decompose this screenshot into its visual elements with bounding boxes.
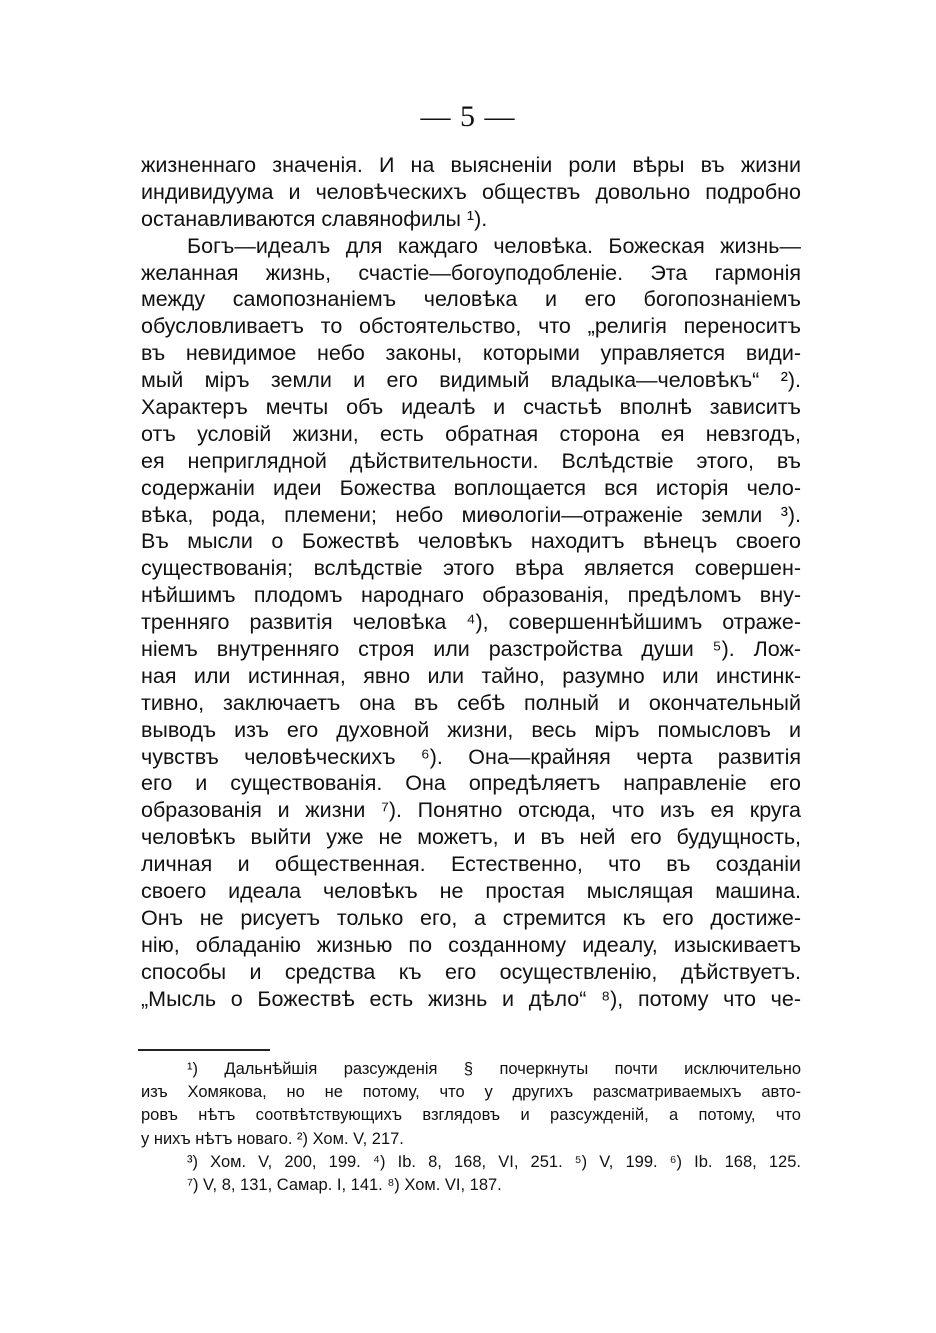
text-line: жизненнаго значенія. И на выясненіи роли вѣры въ жизни bbox=[141, 153, 801, 177]
text-line: останавливаются славянофилы ¹). bbox=[141, 206, 488, 231]
footnotes bbox=[141, 1058, 801, 1197]
text-line: желанная жизнь, счастіе—богоуподобленіе. Эта гармонія bbox=[141, 260, 801, 285]
text-line: тренняго развитія человѣка ⁴), совершеннѣйшимъ отраже- bbox=[141, 610, 801, 635]
text-line: Онъ не рисуетъ только его, а стремится къ его достиже- bbox=[141, 905, 801, 930]
text-line: способы и средства къ его осуществленію, дѣйствуетъ. bbox=[141, 959, 801, 984]
text-line: между самопознаніемъ человѣка и его богопознаніемъ bbox=[141, 287, 801, 312]
text-line: отъ условій жизни, есть обратная сторона ея невзгодъ, bbox=[141, 421, 801, 446]
text-line: Богъ—идеалъ для каждаго человѣка. Божеская жизнь— bbox=[187, 233, 801, 258]
text-line: содержаніи идеи Божества воплощается вся исторія чело- bbox=[141, 475, 801, 500]
main-text bbox=[141, 152, 801, 1013]
footnote-rule bbox=[138, 1049, 270, 1051]
text-line: чувствъ человѣческихъ ⁶). Она—крайняя черта развитія bbox=[141, 744, 801, 769]
text-line: образованія и жизни ⁷). Понятно отсюда, что изъ ея круга bbox=[141, 798, 801, 823]
text-line: въ невидимое небо законы, которыми управляется види- bbox=[141, 341, 801, 366]
text-line: обусловливаетъ то обстоятельство, что „религія переноситъ bbox=[141, 314, 801, 339]
footnote-line: ¹) Дальнѣйшія разсужденія § почеркнуты почти исключительно bbox=[187, 1060, 801, 1078]
text-line: ная или истинная, явно или тайно, разумно или инстинк- bbox=[141, 663, 801, 688]
text-line: Въ мысли о Божествѣ человѣкъ находитъ вѣнецъ своего bbox=[141, 529, 801, 554]
text-line: существованія; вслѣдствіе этого вѣра является совершен- bbox=[141, 556, 801, 581]
footnote-line: у нихъ нѣтъ новаго. ²) Хом. V, 217. bbox=[141, 1129, 404, 1148]
text-line: ея неприглядной дѣйствительности. Вслѣдствіе этого, въ bbox=[141, 448, 801, 473]
footnote-line: ⁷) V, 8, 131, Самар. I, 141. ⁸) Хом. VI, 187. bbox=[187, 1175, 502, 1194]
text-line: тивно, заключаетъ она въ себѣ полный и окончательный bbox=[141, 690, 801, 715]
footnote-line: ³) Хом. V, 200, 199. ⁴) Ib. 8, 168, VI, 251. ⁵) V, 199. ⁶) Ib. 168, 125. bbox=[187, 1152, 801, 1171]
text-line: ніемъ внутренняго строя или разстройства души ⁵). Лож- bbox=[141, 637, 801, 662]
text-line: выводъ изъ его духовной жизни, весь міръ помысловъ и bbox=[141, 717, 801, 742]
text-line: мый міръ земли и его видимый владыка—человѣкъ“ ²). bbox=[141, 368, 801, 393]
text-line: Характеръ мечты объ идеалѣ и счастьѣ вполнѣ зависитъ bbox=[141, 395, 801, 420]
text-line: своего идеала человѣкъ не простая мыслящая машина. bbox=[141, 879, 801, 904]
text-line: индивидуума и человѣческихъ обществъ довольно подробно bbox=[141, 179, 801, 204]
text-line: личная и общественная. Естественно, что въ созданіи bbox=[141, 852, 801, 877]
page-number: — 5 — bbox=[420, 100, 516, 133]
text-line: нію, обладанію жизнью по созданному идеалу, изыскиваетъ bbox=[141, 932, 801, 957]
text-line: „Мысль о Божествѣ есть жизнь и дѣло“ ⁸), потому что че- bbox=[141, 986, 801, 1011]
footnote-line: ровъ нѣтъ соотвѣтствующихъ взглядовъ и разсужденій, а потому, что bbox=[141, 1106, 801, 1125]
text-line: нѣйшимъ плодомъ народнаго образованія, предѣломъ вну- bbox=[141, 583, 801, 608]
text-line: вѣка, рода, племени; небо миѳологіи—отраженіе земли ³). bbox=[141, 502, 801, 527]
text-line: человѣкъ выйти уже не можетъ, и въ ней его будущность, bbox=[141, 825, 801, 850]
footnote-line: изъ Хомякова, но не потому, что у другихъ разсматриваемыхъ авто- bbox=[141, 1083, 801, 1102]
text-line: его и существованія. Она опредѣляетъ направленіе его bbox=[141, 771, 801, 796]
